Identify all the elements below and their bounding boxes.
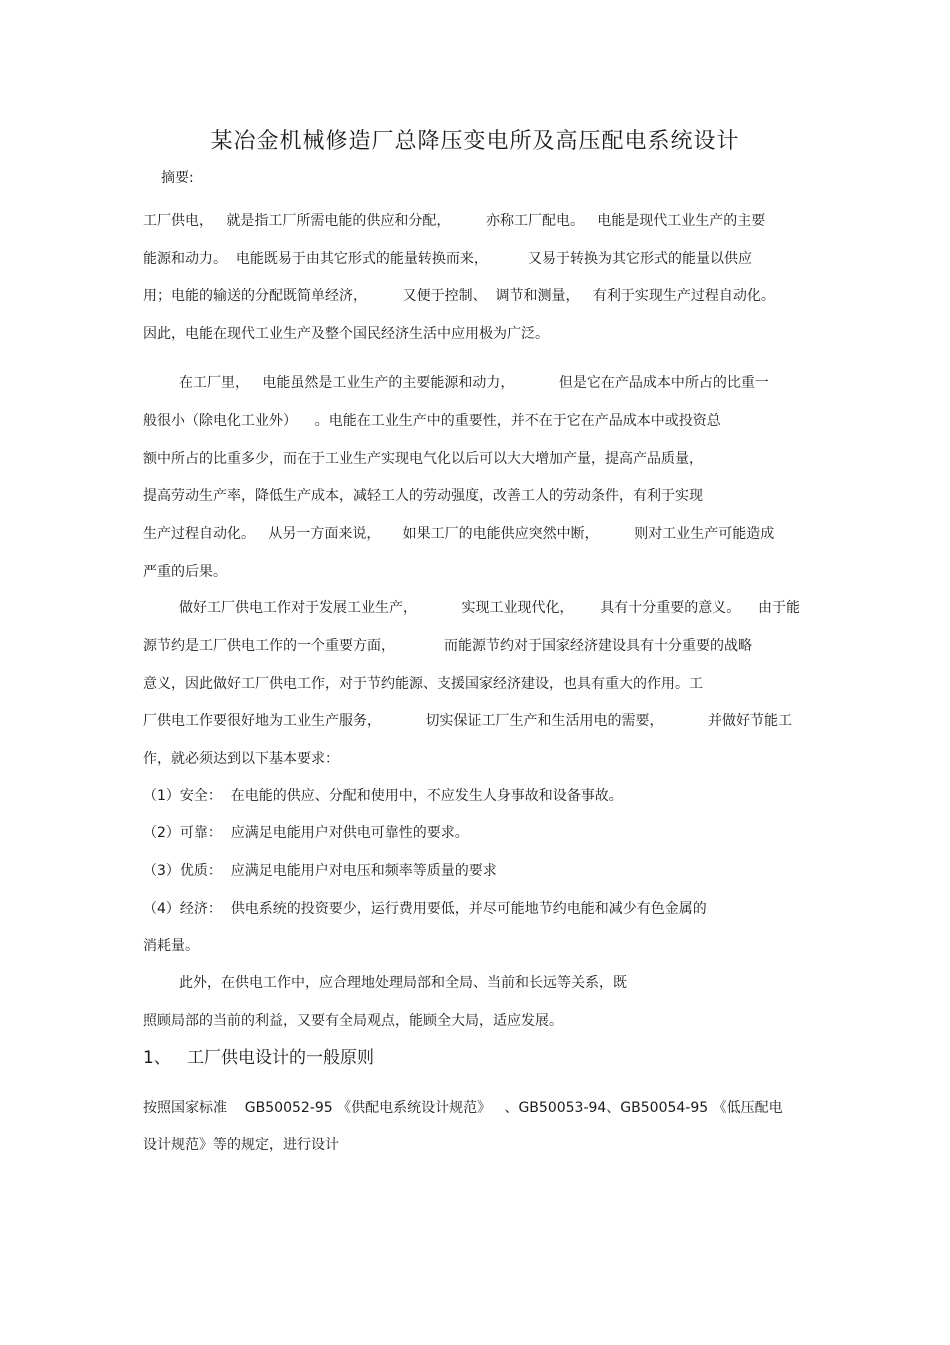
paragraph-line: 严重的后果。	[143, 564, 227, 580]
paragraph-line: 作，就必须达到以下基本要求：	[143, 751, 339, 767]
paragraph-line: 般很小（除电化工业外） 。电能在工业生产中的重要性，并不在于它在产品成本中或投资总	[143, 413, 721, 429]
paragraph-line: 照顾局部的当前的利益，又要有全局观点，能顾全大局，适应发展。	[143, 1013, 563, 1029]
paragraph-line: 在工厂里， 电能虽然是工业生产的主要能源和动力， 但是它在产品成本中所占的比重一	[179, 375, 769, 391]
paragraph-line: 此外，在供电工作中，应合理地处理局部和全局、当前和长远等关系，既	[179, 975, 627, 991]
paragraph-line: 因此，电能在现代工业生产及整个国民经济生活中应用极为广泛。	[143, 326, 549, 342]
paragraph-line: 源节约是工厂供电工作的一个重要方面， 而能源节约对于国家经济建设具有十分重要的战略	[143, 638, 752, 654]
requirement-item: （2）可靠： 应满足电能用户对供电可靠性的要求。	[143, 825, 469, 841]
requirement-item: （1）安全： 在电能的供应、分配和使用中，不应发生人身事故和设备事故。	[143, 788, 623, 804]
paragraph-line: 意义，因此做好工厂供电工作，对于节约能源、支援国家经济建设，也具有重大的作用。工	[143, 676, 703, 692]
document-title: 某冶金机械修造厂总降压变电所及高压配电系统设计	[210, 129, 740, 154]
paragraph-line: 额中所占的比重多少，而在于工业生产实现电气化以后可以大大增加产量，提高产品质量，	[143, 451, 703, 467]
section-heading: 1、 工厂供电设计的一般原则	[143, 1048, 375, 1068]
abstract-label: 摘要:	[161, 170, 194, 186]
paragraph-line: 用；电能的输送的分配既简单经济， 又便于控制、 调节和测量， 有利于实现生产过程自动化。	[143, 288, 775, 304]
paragraph-line: 设计规范》等的规定，进行设计	[143, 1137, 339, 1153]
paragraph-line: 按照国家标准 GB50052-95 《供配电系统设计规范》 、GB50053-94、GB50054-95 《低压配电	[143, 1100, 783, 1116]
requirement-item: （4）经济： 供电系统的投资要少，运行费用要低，并尽可能地节约电能和减少有色金属的	[143, 901, 707, 917]
requirement-item: （3）优质： 应满足电能用户对电压和频率等质量的要求	[143, 863, 497, 879]
paragraph-line: 工厂供电， 就是指工厂所需电能的供应和分配， 亦称工厂配电。 电能是现代工业生产的主要	[143, 213, 766, 229]
paragraph-line: 提高劳动生产率，降低生产成本，减轻工人的劳动强度，改善工人的劳动条件，有利于实现	[143, 488, 703, 504]
paragraph-line: 能源和动力。 电能既易于由其它形式的能量转换而来， 又易于转换为其它形式的能量以供应	[143, 251, 752, 267]
paragraph-line: 厂供电工作要很好地为工业生产服务， 切实保证工厂生产和生活用电的需要， 并做好节能工	[143, 713, 793, 729]
paragraph-line: 做好工厂供电工作对于发展工业生产， 实现工业现代化， 具有十分重要的意义。 由于能	[179, 600, 801, 616]
paragraph-line: 消耗量。	[143, 938, 199, 954]
paragraph-line: 生产过程自动化。 从另一方面来说， 如果工厂的电能供应突然中断， 则对工业生产可能造成	[143, 526, 775, 542]
